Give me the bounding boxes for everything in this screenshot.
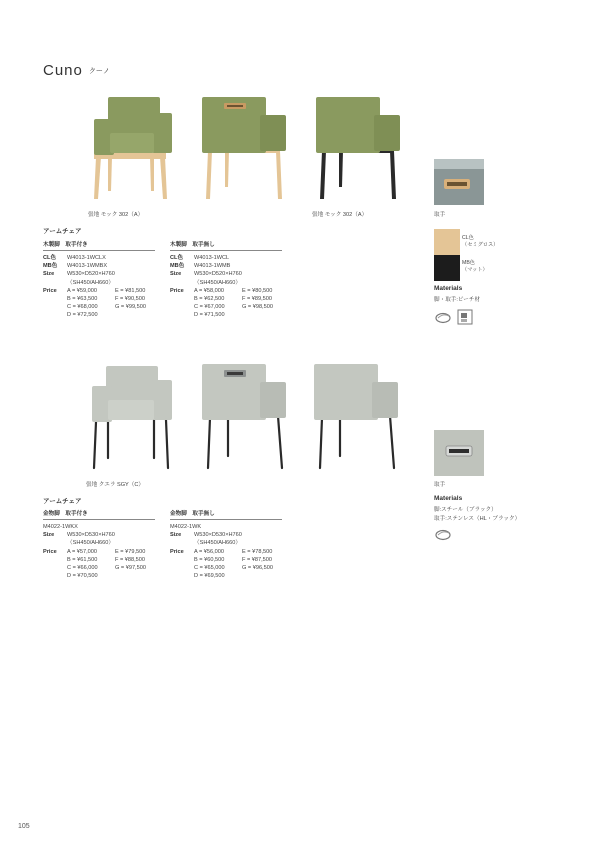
price-item: A = ¥59,000 — [67, 287, 98, 294]
swatch-mb-finish: （マット） — [462, 266, 488, 273]
spec-col-metal-with-handle — [43, 509, 163, 580]
price-item: F = ¥88,500 — [115, 556, 146, 563]
swatch-mb-name: MB色 — [462, 260, 475, 266]
price-item — [242, 572, 290, 580]
swatch-cl — [434, 229, 460, 255]
price-label: Price — [170, 287, 184, 294]
price-grid — [194, 287, 290, 320]
row-value: M4022-1WK — [170, 524, 202, 530]
price-label: Price — [43, 548, 57, 555]
row-value: （SH450/AH660） — [194, 540, 241, 547]
price-item: D = ¥72,500 — [67, 312, 98, 319]
materials-text-handle: 取手:ステンレス（HL・ブラック） — [434, 516, 521, 522]
care-icons — [435, 309, 475, 325]
col-header: 金物脚 取手無し — [170, 509, 282, 520]
price-grid — [67, 548, 163, 581]
price-item: C = ¥66,000 — [67, 565, 98, 572]
spec-col-metal-no-handle — [170, 509, 290, 580]
materials-title: Materials — [434, 285, 463, 292]
spec-col-wood-no-handle — [170, 240, 290, 320]
price-item — [115, 311, 163, 319]
row-label — [170, 279, 194, 287]
handle-detail-wood-image — [434, 159, 484, 205]
materials-text-legs: 脚:スチール（ブラック） — [434, 507, 497, 513]
row-value: （SH450/AH660） — [67, 540, 114, 547]
cleaning-icon — [436, 314, 450, 323]
price-item: A = ¥56,000 — [194, 548, 225, 555]
price-grid — [67, 287, 163, 320]
fabric-caption-front: 張地 モック 302（A） — [88, 212, 144, 218]
chair-metal-back-image — [310, 360, 406, 472]
price-item: C = ¥67,000 — [194, 304, 225, 311]
price-item: C = ¥65,000 — [194, 565, 225, 572]
price-item: D = ¥70,500 — [67, 573, 98, 580]
section1-heading: アームチェア — [43, 228, 82, 235]
row-value: W530×D530×H760 — [194, 532, 242, 539]
chair-wood-back-handle-image — [198, 95, 294, 205]
row-value: W4013-1WCL — [194, 255, 230, 261]
row-label: Size — [170, 532, 182, 539]
price-item — [242, 311, 290, 319]
chair-metal-back-handle-image — [198, 360, 294, 472]
chair-blackwood-back-image — [312, 95, 408, 205]
stacking-icon — [458, 310, 472, 324]
swatch-cl-label — [462, 235, 498, 248]
price-item: B = ¥63,500 — [67, 296, 98, 303]
page-number: 105 — [18, 823, 30, 830]
price-item: A = ¥57,000 — [67, 548, 98, 555]
price-item: D = ¥69,500 — [194, 573, 225, 580]
section2-heading: アームチェア — [43, 498, 82, 505]
price-item: C = ¥68,000 — [67, 304, 98, 311]
row-value: W4013-1WMBX — [67, 263, 108, 270]
price-item: G = ¥99,500 — [115, 304, 146, 311]
title-kana: クーノ — [88, 68, 110, 76]
row-label: MB色 — [170, 263, 185, 270]
price-item: G = ¥98,500 — [242, 304, 273, 311]
materials-text: 脚・取手:ビーチ材 — [434, 297, 481, 303]
chair-metal-front-image — [86, 360, 180, 472]
row-label: CL色 — [170, 255, 184, 261]
price-item: D = ¥71,500 — [194, 312, 225, 319]
cleaning-icon — [435, 528, 453, 542]
row-label: Size — [170, 271, 182, 278]
spec-col-wood-with-handle — [43, 240, 163, 320]
price-item: F = ¥90,500 — [115, 296, 146, 303]
title-text: Cuno — [43, 62, 83, 79]
price-item — [115, 572, 163, 580]
row-value: （SH450/AH660） — [67, 279, 114, 286]
handle-caption: 取手 — [434, 212, 446, 218]
row-value: M4022-1WKX — [43, 524, 78, 530]
row-label — [43, 539, 67, 547]
price-item: F = ¥89,500 — [242, 296, 273, 303]
price-item: E = ¥78,500 — [242, 548, 273, 555]
row-value: W530×D520×H760 — [194, 271, 242, 278]
row-label — [43, 279, 67, 287]
row-label: CL色 — [43, 255, 57, 261]
page-title — [43, 62, 110, 79]
price-item: E = ¥80,500 — [242, 287, 273, 294]
row-label: Size — [43, 532, 55, 539]
price-label: Price — [170, 548, 184, 555]
materials-title-2: Materials — [434, 495, 463, 502]
price-item: G = ¥96,500 — [242, 565, 273, 572]
fabric-caption-front-2: 張地 クエラ SGY（C） — [86, 482, 145, 488]
row-value: W530×D530×H760 — [67, 532, 115, 539]
row-value: （SH450/AH660） — [194, 279, 241, 286]
swatch-cl-finish: （セミグロス） — [462, 241, 499, 248]
row-value: W4013-1WMB — [194, 263, 231, 270]
col-header: 木製脚 取手無し — [170, 240, 282, 251]
price-item: F = ¥87,500 — [242, 556, 273, 563]
price-item: E = ¥79,500 — [115, 548, 146, 555]
col-header: 金物脚 取手付き — [43, 509, 155, 520]
row-value: W4013-1WCLX — [67, 255, 106, 261]
price-item: B = ¥62,500 — [194, 296, 225, 303]
fabric-caption-back: 張地 モック 302（A） — [312, 212, 368, 218]
price-item: B = ¥61,500 — [67, 556, 98, 563]
swatch-mb-label — [462, 260, 488, 273]
row-label: MB色 — [43, 263, 58, 270]
col-header: 木製脚 取手付き — [43, 240, 155, 251]
row-label — [170, 539, 194, 547]
swatch-mb — [434, 255, 460, 281]
price-label: Price — [43, 287, 57, 294]
price-item: E = ¥81,500 — [115, 287, 146, 294]
chair-wood-front-image — [88, 95, 180, 205]
price-item: B = ¥60,500 — [194, 556, 225, 563]
price-grid — [194, 548, 290, 581]
row-label: Size — [43, 271, 55, 278]
price-item: G = ¥97,500 — [115, 565, 146, 572]
price-item: A = ¥58,000 — [194, 287, 225, 294]
handle-caption-2: 取手 — [434, 482, 446, 488]
swatch-cl-name: CL色 — [462, 235, 474, 241]
handle-detail-metal-image — [434, 430, 484, 476]
row-value: W530×D520×H760 — [67, 271, 115, 278]
